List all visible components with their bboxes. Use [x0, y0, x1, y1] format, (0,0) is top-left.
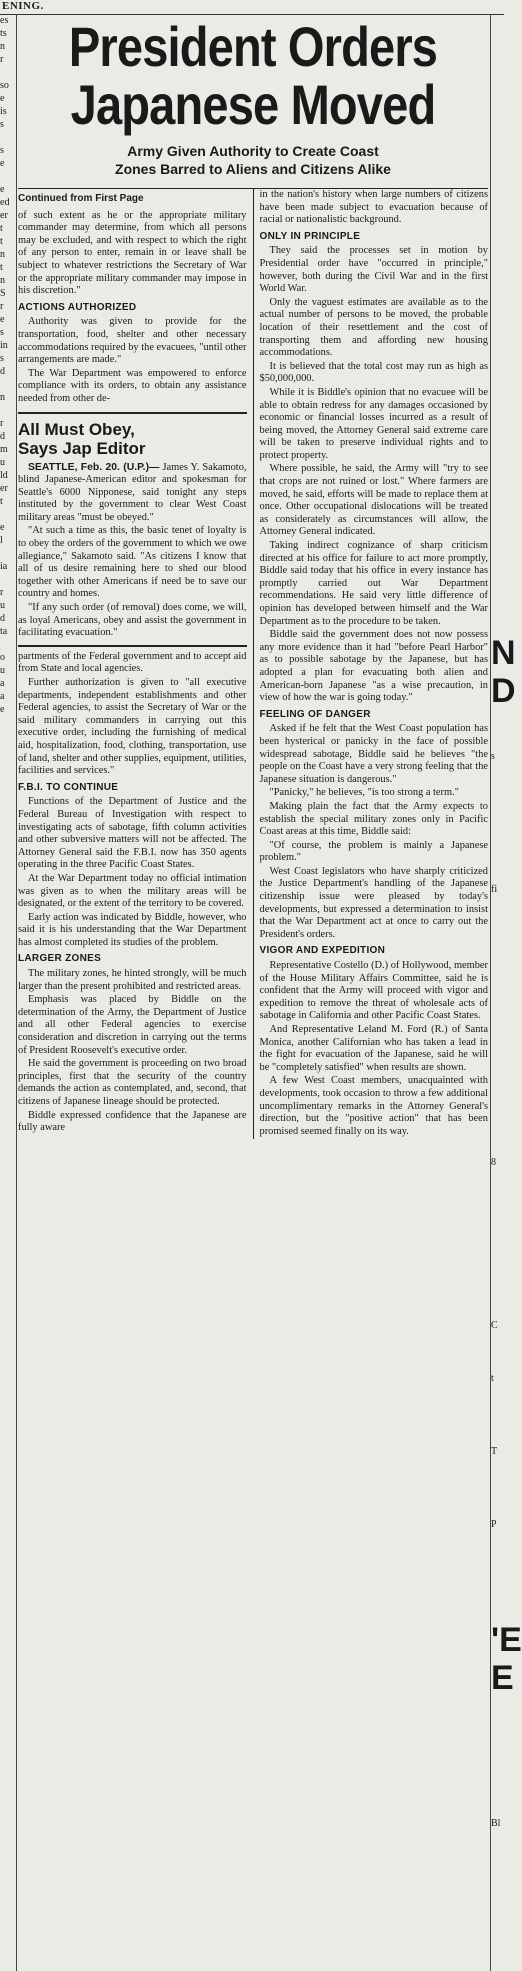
masthead-text: ENING.: [2, 0, 44, 12]
right-column-fragment: [490, 14, 522, 1971]
right-fragment-text: 8: [491, 1157, 496, 1168]
left-fragment-text: d: [0, 613, 5, 624]
right-fragment-text: D: [491, 672, 516, 710]
left-fragment-text: u: [0, 457, 5, 468]
left-fragment-text: [0, 573, 16, 586]
paragraph: Taking indirect cognizance of sharp criticism directed at his office for failure to act more promptly, Biddle said today that his office in every instance has promptly carried out War Department recommendations. He said very little difference of opinion has developed between himself and the War Department as to the procedure to be taken.: [259, 540, 488, 627]
section-heading: ONLY IN PRINCIPLE: [259, 230, 361, 242]
paragraph: "If any such order (of removal) does come, we will, as loyal Americans, obey and assist the government in facilitating evacuation.": [18, 602, 247, 639]
left-fragment-text: l: [0, 535, 3, 546]
left-fragment-text: r: [0, 587, 4, 598]
headline-line-2: Japanese Moved: [70, 73, 436, 136]
paragraph: "At such a time as this, the basic tenet of loyalty is to obey the orders of the government to which we owe allegiance," Sakamoto said. "As citizens I know that all of us desire remaining here to shed our blood together with other Americans if need be to save our country and homes.: [18, 525, 247, 600]
right-fragment-text: 'E: [491, 1621, 522, 1659]
left-fragment-text: [0, 404, 16, 417]
left-fragment-text: a: [0, 678, 5, 689]
section-heading: ACTIONS AUTHORIZED: [18, 301, 137, 313]
left-fragment-text: in: [0, 340, 8, 351]
right-fragment-text: Bl: [491, 1818, 501, 1829]
dateline: SEATTLE, Feb. 20. (U.P.)—: [28, 461, 160, 473]
section-heading: FEELING OF DANGER: [259, 708, 371, 720]
paragraph: [18, 462, 247, 525]
left-fragment-text: s: [0, 119, 4, 130]
left-fragment-text: d: [0, 431, 5, 442]
left-fragment-text: es: [0, 15, 9, 26]
article-columns: [18, 189, 488, 1139]
paragraph: Emphasis was placed by Biddle on the determination of the Army, the Department of Justice and all other Federal agencies to exercise consideration and discretion in carrying out the terms of President Roosevelt's executive order.: [18, 994, 247, 1056]
left-fragment-text: [0, 170, 16, 183]
section-heading: F.B.I. TO CONTINUE: [18, 781, 119, 793]
article: [18, 15, 488, 1139]
right-fragment-text: s: [491, 751, 495, 762]
left-fragment-text: s: [0, 353, 4, 364]
left-fragment-text: e: [0, 184, 5, 195]
paragraph: It is believed that the total cost may run as high as $50,000,000.: [259, 360, 488, 385]
left-fragment-text: er: [0, 483, 8, 494]
continued-line: Continued from First Page: [18, 193, 144, 204]
left-fragment-text: ts: [0, 28, 7, 39]
subheadline-line-2: Zones Barred to Aliens and Citizens Alike: [115, 161, 391, 177]
left-fragment-text: s: [0, 145, 4, 156]
paragraph: They said the processes set in motion by Presidential order have "occurred in principle," however, both during the Civil War and in the first World War.: [259, 245, 488, 295]
left-fragment-text: is: [0, 106, 7, 117]
left-fragment-text: e: [0, 93, 5, 104]
left-fragment-text: t: [0, 223, 3, 234]
left-fragment-text: o: [0, 652, 5, 663]
left-fragment-text: n: [0, 249, 5, 260]
left-fragment-text: u: [0, 600, 5, 611]
sidebar-story: [18, 412, 247, 647]
left-fragment-text: r: [0, 301, 4, 312]
left-fragment-text: n: [0, 41, 5, 52]
paragraph: "Panicky," he believes, "is too strong a term.": [269, 787, 459, 799]
left-fragment-text: t: [0, 262, 3, 273]
left-fragment-text: [0, 638, 16, 651]
left-fragment-text: [0, 378, 16, 391]
paragraph: Biddle said the government does not now possess any more evidence than it had "before Pearl Harbor" as to possible sabotage by the Japanese, but has adopted a plan for evacuating both alien and American-born Japanese "as a wise precaution, in view of how the war is going today.": [259, 629, 488, 704]
left-fragment-text: r: [0, 54, 4, 65]
paragraph: At the War Department today no official intimation was given as to when the military areas will be designated, or the extent of the territory to be covered.: [18, 872, 247, 910]
paragraph: Making plain the fact that the Army expects to establish the special military zones only in Pacific Coast areas at this time, Biddle said:: [259, 800, 488, 838]
right-fragment-text: fi: [491, 884, 498, 895]
left-fragment-text: e: [0, 704, 5, 715]
paragraph: Asked if he felt that the West Coast population has been hysterical or panicky in the face of possible widespread sabotage, Biddle said he believes "the people on the Coast have a very strong feeling that the Japanese situation is dangerous.": [259, 723, 488, 785]
left-fragment-text: ld: [0, 470, 8, 481]
left-fragment-text: er: [0, 210, 8, 221]
subheadline-line-1: Army Given Authority to Create Coast: [127, 143, 379, 159]
right-fragment-text: T: [491, 1446, 498, 1457]
left-fragment-text: a: [0, 691, 5, 702]
paragraph: Representative Costello (D.) of Hollywood, member of the House Military Affairs Committee, said he is confident that the Army will proceed with vigor and expedition to remove the threat of wholesale acts of sabotage in California and other Pacific Coast States.: [259, 960, 488, 1022]
left-fragment-text: u: [0, 665, 5, 676]
paragraph: partments of the Federal government and to accept aid from State and local agencies.: [18, 650, 247, 675]
paragraph: West Coast legislators who have sharply criticized the Justice Department's handling of the Japanese citizenship issue were pleased by today's developments, but expressed a determination to insist that the War Department act at once to carry out the President's orders.: [259, 865, 488, 940]
left-fragment-text: s: [0, 327, 4, 338]
right-fragment-text: N: [491, 634, 516, 672]
paragraph: Early action was indicated by Biddle, however, who said it is his understanding that the War Department has almost completed its studies of the problem.: [18, 911, 247, 948]
left-fragment-text: ed: [0, 197, 10, 208]
section-heading: VIGOR AND EXPEDITION: [259, 945, 386, 957]
paragraph: A few West Coast members, unacquainted with developments, took occasion to throw a few additional uncomplimentary remarks in the Attorney General's direction, but the "positive action" that has been promised seemed finally on its way.: [259, 1075, 488, 1137]
paragraph: "Of course, the problem is mainly a Japanese problem.": [259, 839, 488, 864]
headline-line-1: President Orders: [68, 15, 438, 78]
masthead-fragment: [0, 0, 504, 15]
right-fragment-text: P: [491, 1519, 497, 1530]
left-fragment-text: m: [0, 444, 8, 455]
left-fragment-text: t: [0, 496, 3, 507]
left-fragment-text: n: [0, 392, 5, 403]
column-left: [18, 189, 253, 1139]
paragraph: Functions of the Department of Justice and the Federal Bureau of Investigation with respect to investigating acts of sabotage, fifth column activities and other subversive matters will not be affected. The Attorney General said the F.B.I. now has 350 agents operating in the three Pacific Coast States.: [18, 796, 247, 871]
paragraph: The War Department was empowered to enforce compliance with its orders, to obtain any assistance needed from other de-: [18, 367, 247, 404]
paragraph: of such extent as he or the appropriate military commander may determine, from which all persons may be excluded, and with respect to which the right of any person to enter, remain in or leave shall be subject to whatever restrictions the Secretary of War or the appropriate military commander may impose in his discretion.": [18, 209, 247, 297]
left-fragment-text: S: [0, 288, 6, 299]
paragraph: in the nation's history when large numbers of citizens have been made subject to evacuation because of racial or nationalistic background.: [259, 189, 488, 226]
left-fragment-text: so: [0, 80, 9, 91]
paragraph: Authority was given to provide for the transportation, food, shelter and other necessary accommodations required by the evacuees, "until other arrangements are made.": [18, 316, 247, 366]
paragraph: While it is Biddle's opinion that no evacuee will be able to obtain redress for any damages occasioned by economic or financial losses incurred as a result of being moved, the Attorney General said extreme care will be taken to preserve individual rights and to protect property.: [259, 386, 488, 461]
left-fragment-text: [0, 547, 16, 560]
left-fragment-text: [0, 508, 16, 521]
left-fragment-text: [0, 66, 16, 79]
subheadline: [18, 142, 488, 178]
sidebar-headline-line-1: All Must Obey,: [18, 419, 135, 439]
paragraph: Only the vaguest estimates are available as to the actual number of persons to be moved, the probable location of their resettlement and the cost of transporting them and affording new housing accommodations.: [259, 296, 488, 359]
paragraph-text: James Y. Sakamoto, blind Japanese-American editor and spokesman for Seattle's 6000 Nipponese, said tonight any steps instituted by the government to clear West Coast military areas "must be obeyed.": [18, 461, 247, 523]
paragraph: Biddle expressed confidence that the Japanese are fully aware: [18, 1109, 247, 1134]
left-fragment-text: t: [0, 236, 3, 247]
left-fragment-text: ia: [0, 561, 8, 572]
right-fragment-text: E: [491, 1659, 514, 1697]
right-fragment-text: C: [491, 1320, 498, 1331]
right-fragment-text: t: [491, 1373, 494, 1384]
sidebar-headline-line-2: Says Jap Editor: [18, 438, 146, 458]
left-column-fragment: [0, 14, 17, 1971]
section-heading: LARGER ZONES: [18, 953, 102, 965]
left-fragment-text: ta: [0, 626, 8, 637]
left-fragment-text: e: [0, 522, 5, 533]
left-fragment-text: r: [0, 418, 4, 429]
left-fragment-text: [0, 131, 16, 144]
left-fragment-text: e: [0, 314, 5, 325]
paragraph: Further authorization is given to "all executive departments, independent establishments and other Federal agencies, to assist the Secretary of War or the said military commanders in carrying out this executive order, including the furnishing of medical aid, hospitalization, food, clothing, transportation, use of land, shelter and other supplies, equipment, utilities, facilities and services.": [18, 677, 247, 777]
left-fragment-text: d: [0, 366, 5, 377]
column-right: [253, 189, 489, 1139]
sidebar-headline: [18, 420, 247, 458]
headline: [56, 15, 451, 136]
left-fragment-text: e: [0, 158, 5, 169]
paragraph: Where possible, he said, the Army will "try to see that crops are not ruined or lost." Where farmers are moved, he said, efforts will be made to replace them at once. Other occupational dislocations will be treated as considerately as circumstances will allow, the Attorney General indicated.: [259, 463, 488, 538]
left-fragment-text: n: [0, 275, 5, 286]
paragraph: He said the government is proceeding on two broad principles, first that the security of the country demands the action as contemplated, and, second, that citizens of Japanese lineage should be protected.: [18, 1058, 247, 1107]
paragraph: The military zones, he hinted strongly, will be much larger than the present prohibited and restricted areas.: [18, 968, 247, 992]
paragraph: And Representative Leland M. Ford (R.) of Santa Monica, another Californian who has taken a lead in the fight for evacuation of the Japanese, said he will be "completely satisfied" when results are shown.: [259, 1024, 488, 1073]
